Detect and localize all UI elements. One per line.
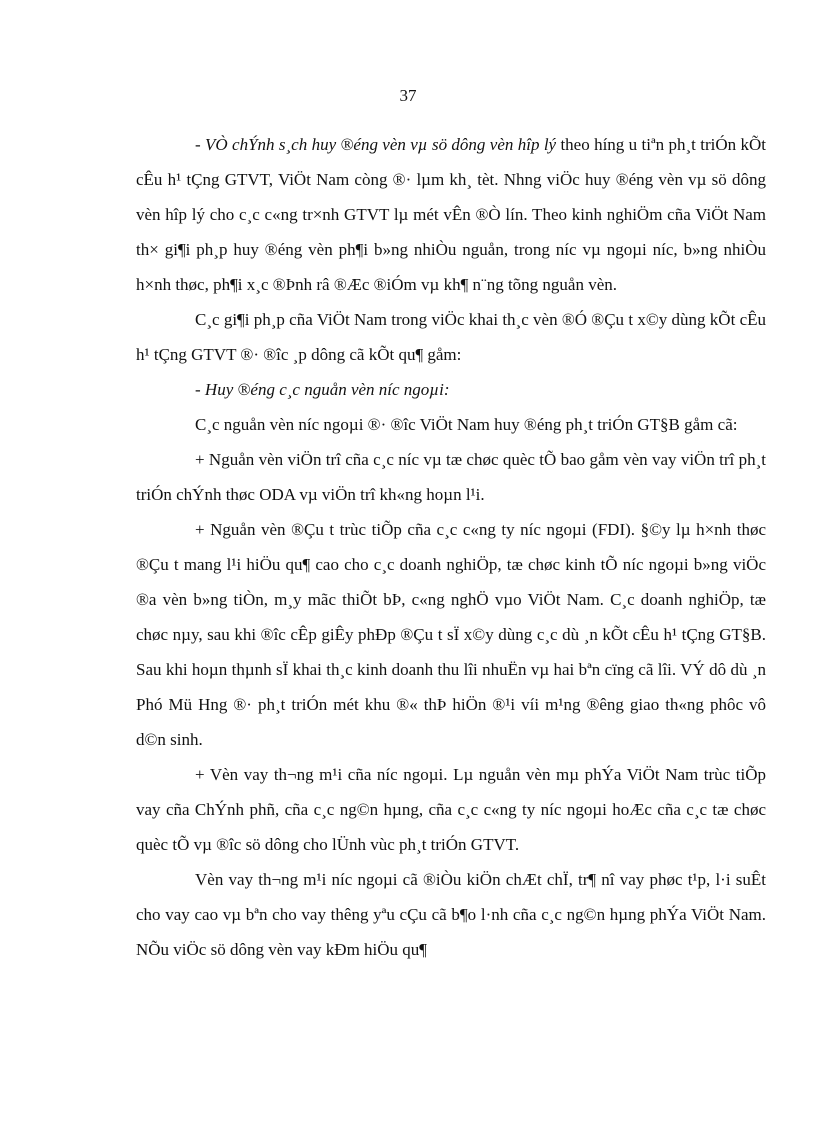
paragraph-solutions: [136, 302, 766, 372]
document-body: [136, 127, 766, 967]
italic-heading: - VÒ chÝnh s¸ch huy ®éng vèn vµ sö dông vèn hîp lý: [195, 135, 557, 154]
paragraph-text: C¸c gi¶i ph¸p cña ViÖt Nam trong viÖc khai th¸c vèn ®Ó ®Çu t x©y dùng kÕt cÊu h¹ tÇng GTVT ®· ®îc ¸p dông cã kÕt qu¶ gåm:: [136, 310, 766, 364]
paragraph-oda: [136, 442, 766, 512]
page-number: 37: [399, 86, 417, 105]
paragraph-loan-conditions: [136, 862, 766, 967]
paragraph-funding-policy: [136, 127, 766, 302]
paragraph-fdi: [136, 512, 766, 757]
paragraph-text: Vèn vay th¬ng m¹i níc ngoµi cã ®iÒu kiÖn chÆt chÏ, tr¶ nî vay phøc t¹p, l·i suÊt cho vay cao vµ bªn cho vay thêng yªu cÇu cã b¶o l·nh cña c¸c ng©n hµng phÝa ViÖt Nam. NÕu viÖc sö dông vèn vay kÐm hiÖu qu¶: [136, 870, 766, 959]
italic-heading: - Huy ®éng c¸c nguån vèn níc ngoµi:: [195, 380, 450, 399]
paragraph-foreign-sources: [136, 407, 766, 442]
paragraph-text: theo híng u tiªn ph¸t triÓn kÕt cÊu h¹ tÇng GTVT, ViÖt Nam còng ®· lµm kh¸ tèt. Nhng viÖc huy ®éng vèn vµ sö dông vèn hîp lý cho c¸c c«ng tr×nh GTVT lµ mét vÊn ®Ò lín. Theo kinh nghiÖm cña ViÖt Nam th× gi¶i ph¸p huy ®éng vèn ph¶i b»ng nhiÒu nguån, trong níc vµ ngoµi níc, b»ng nhiÒu h×nh thøc, ph¶i x¸c ®Þnh râ ®Æc ®iÓm vµ kh¶ n¨ng tõng nguån vèn.: [136, 135, 767, 294]
paragraph-text: + Vèn vay th¬ng m¹i cña níc ngoµi. Lµ nguån vèn mµ phÝa ViÖt Nam trùc tiÕp vay cña ChÝnh phñ, cña c¸c ng©n hµng, cña c¸c c«ng ty níc ngoµi hoÆc cña c¸c tæ chøc quèc tÕ vµ ®îc sö dông cho lÜnh vùc ph¸t triÓn GTVT.: [136, 765, 766, 854]
paragraph-foreign-sources-heading: [136, 372, 766, 407]
paragraph-text: C¸c nguån vèn níc ngoµi ®· ®îc ViÖt Nam huy ®éng ph¸t triÓn GT§B gåm cã:: [195, 415, 738, 434]
paragraph-commercial-loans: [136, 757, 766, 862]
paragraph-text: + Nguån vèn viÖn trî cña c¸c níc vµ tæ chøc quèc tÕ bao gåm vèn vay viÖn trî ph¸t triÓn chÝnh thøc ODA vµ viÖn trî kh«ng hoµn l¹i.: [136, 450, 766, 504]
paragraph-text: + Nguån vèn ®Çu t trùc tiÕp cña c¸c c«ng ty níc ngoµi (FDI). §©y lµ h×nh thøc ®Çu t mang l¹i hiÖu qu¶ cao cho c¸c doanh nghiÖp, tæ chøc kinh tÕ níc ngoµi b»ng viÖc ®a vèn b»ng tiÒn, m¸y mãc thiÕt bÞ, c«ng nghÖ vµo ViÖt Nam. C¸c doanh nghiÖp, tæ chøc nµy, sau khi ®îc cÊp giÊy phÐp ®Çu t sÏ x©y dùng c¸c dù ¸n kÕt cÊu h¹ tÇng GT§B. Sau khi hoµn thµnh sÏ khai th¸c kinh doanh thu lîi nhuËn vµ hai bªn cïng cã lîi. VÝ dô dù ¸n Phó Mü Hng ®· ph¸t triÓn mét khu ®« thÞ hiÖn ®¹i víi m¹ng ®êng giao th«ng phôc vô d©n sinh.: [136, 520, 766, 749]
